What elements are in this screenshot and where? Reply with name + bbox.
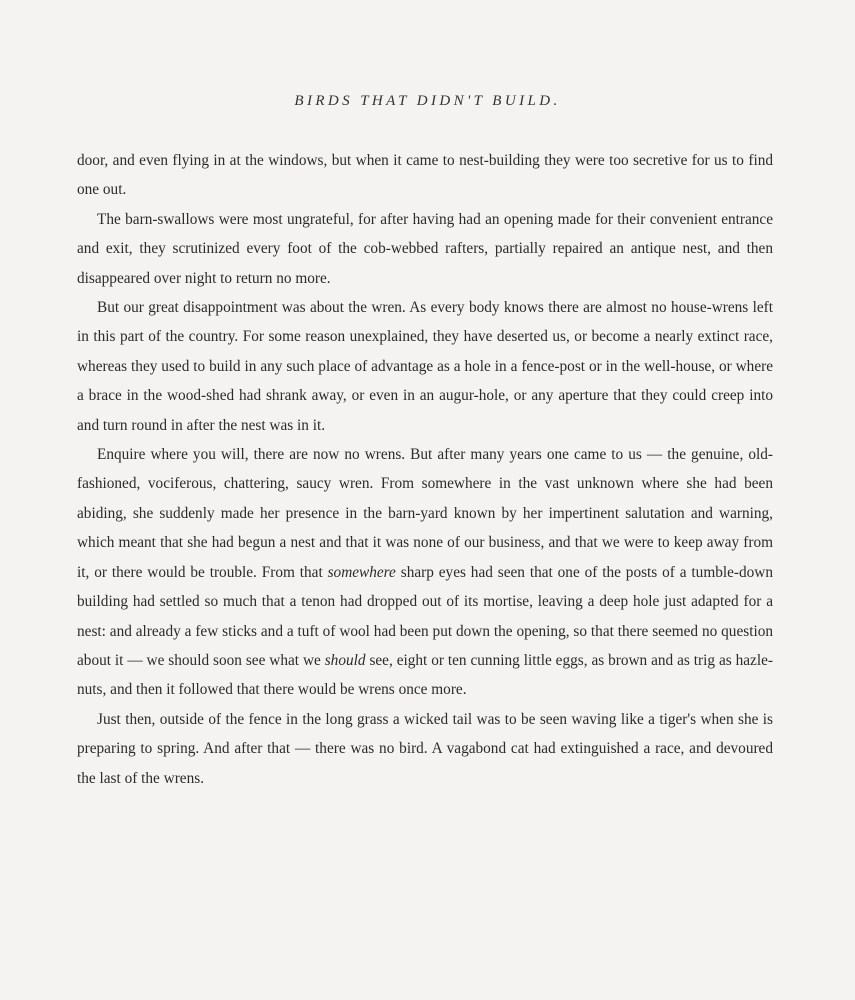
paragraph-text: But our great disappointment was about the wren. As every body knows there are almost no house-wrens left in this part of the country. For some reason unexplained, they have deserted us, or become a nearly extinct race, whereas they used to build in any such place of advantage as a hole in a fence-post or in the well-house, or where a brace in the wood-shed had shrank away, or even in an augur-hole, or any aperture that they could creep into and turn round in after the nest was in it. [77, 299, 773, 434]
body-text [77, 146, 773, 793]
paragraph-text: sharp eyes had seen that one of the posts of a tumble-down building had settled so much that a tenon had dropped out of its mortise, leaving a deep hole just adapted for a nest: and already a few sticks and a tuft of wool had been put down the opening, so that there seemed no question about it — we should soon see what we [77, 563, 773, 669]
paragraph [77, 440, 773, 705]
paragraph-text: Enquire where you will, there are now no wrens. But after many years one came to us — the genuine, old-fashioned, vociferous, chattering, saucy wren. From somewhere in the vast unknown where she had been abiding, she suddenly made her presence in the barn-yard known by her impertinent salutation and warning, which meant that she had begun a nest and that it was none of our business, and that we were to keep away from it, or there would be trouble. From that [77, 446, 773, 581]
running-head: BIRDS THAT DIDN'T BUILD. [294, 93, 561, 109]
paragraph-text: The barn-swallows were most ungrateful, for after having had an opening made for their convenient entrance and exit, they scrutinized every foot of the cob-webbed rafters, partially repaired an antique nest, and then disappeared over night to return no more. [77, 210, 773, 287]
paragraph [77, 293, 773, 440]
paragraph-text: door, and even flying in at the windows, but when it came to nest-building they were too secretive for us to find one out. [77, 152, 773, 199]
italic-text: somewhere [327, 563, 396, 581]
paragraph-text: see, eight or ten cunning little eggs, as brown and as trig as hazle-nuts, and then it followed that there would be wrens once more. [77, 651, 773, 699]
paragraph-text: Just then, outside of the fence in the long grass a wicked tail was to be seen waving like a tiger's when she is preparing to spring. And after that — there was no bird. A vagabond cat had extinguished a race, and devoured the last of the wrens. [77, 710, 773, 787]
paragraph [77, 205, 773, 293]
paragraph [77, 705, 773, 793]
paragraph [77, 146, 773, 205]
italic-text: should [324, 651, 366, 669]
